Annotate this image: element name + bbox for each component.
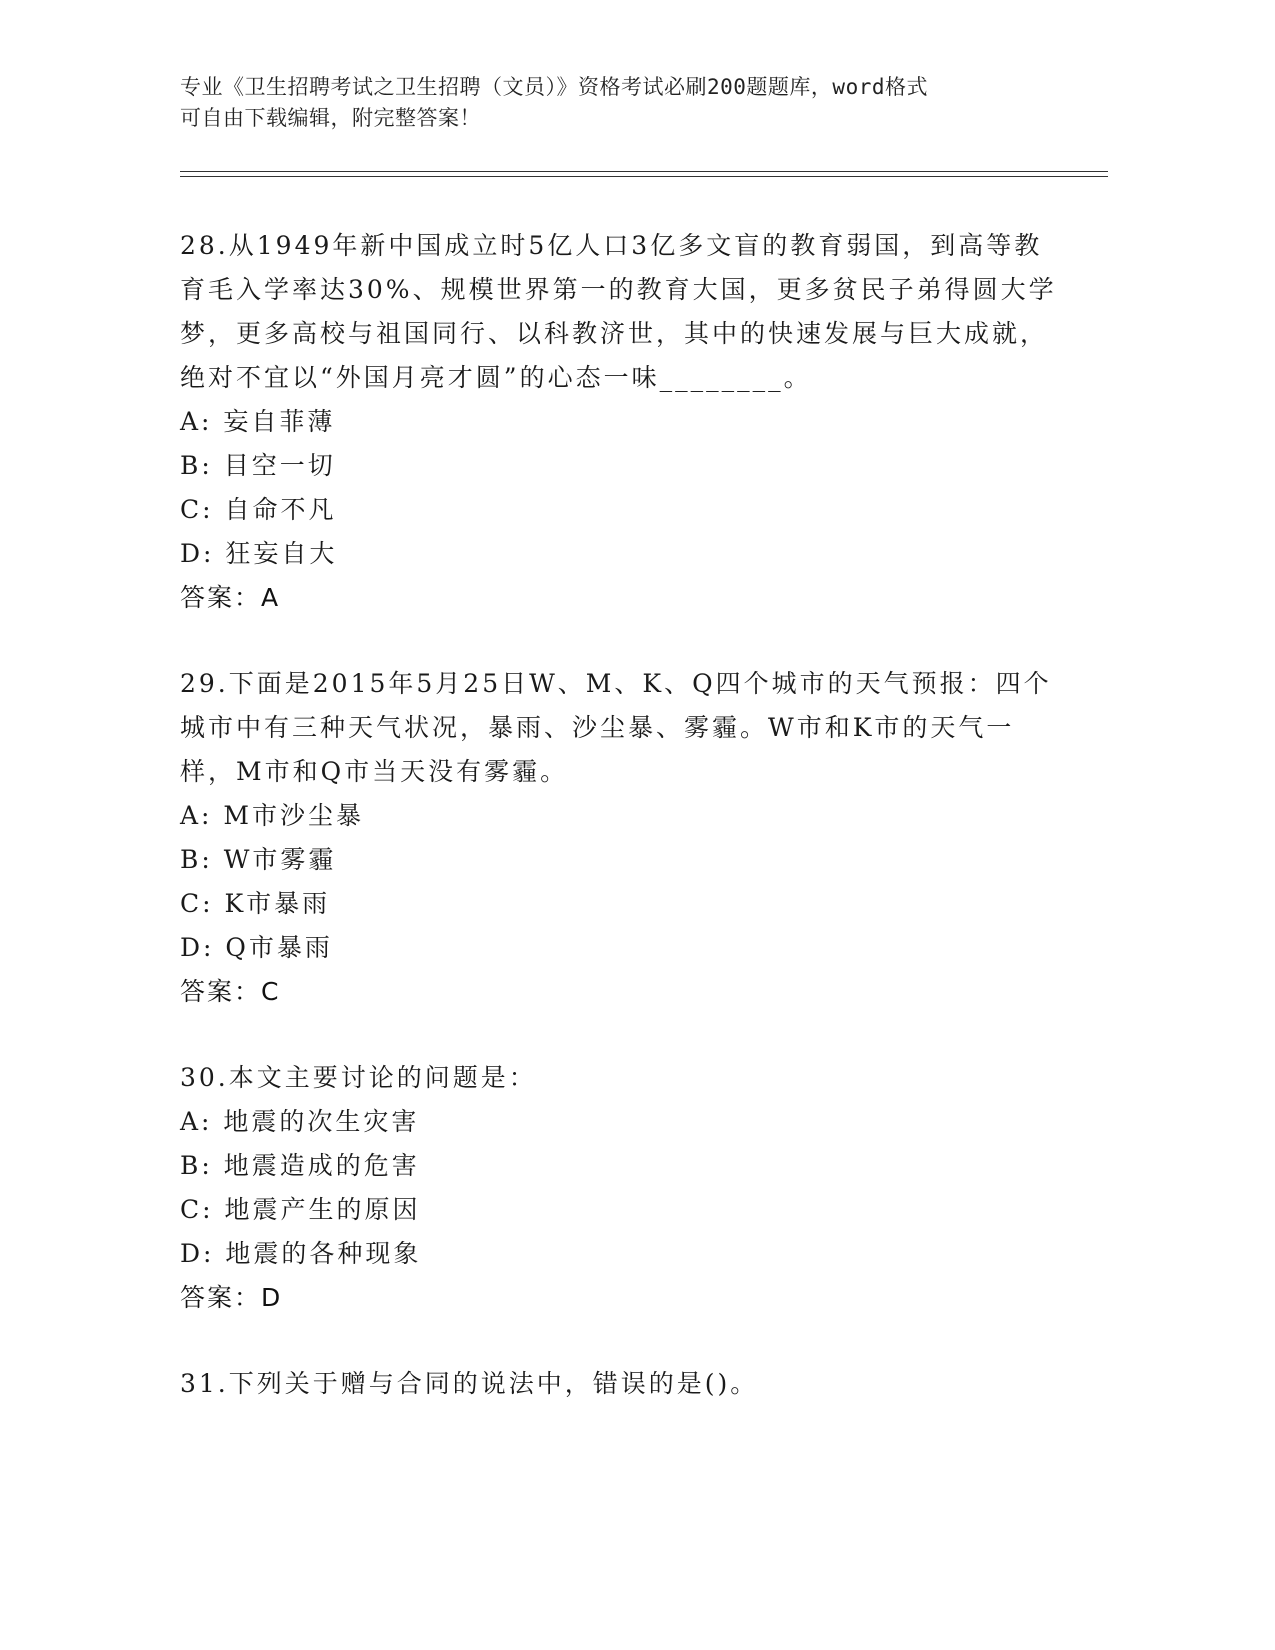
option-b: B: 地震造成的危害	[180, 1151, 420, 1180]
option-c: C: 地震产生的原因	[180, 1195, 421, 1224]
option-c: C: 自命不凡	[180, 495, 337, 524]
header-divider-top	[180, 171, 1108, 172]
option-d: D: Q市暴雨	[180, 933, 333, 962]
header-divider-bottom	[180, 176, 1108, 177]
option-list	[180, 794, 1060, 970]
option-a: A: 妄自菲薄	[180, 407, 336, 436]
option-a: A: M市沙尘暴	[180, 801, 365, 830]
option-d: D: 狂妄自大	[180, 539, 338, 568]
option-list	[180, 400, 1060, 576]
document-header	[180, 72, 1060, 134]
answer-line: 答案：A	[180, 583, 281, 612]
question-stem: 28.从1949年新中国成立时5亿人口3亿多文盲的教育弱国，到高等教育毛入学率达30%、规模世界第一的教育大国，更多贫民子弟得圆大学梦，更多高校与祖国同行、以科教济世，其中的快速发展与巨大成就，绝对不宜以“外国月亮才圆”的心态一味________。	[180, 231, 1057, 392]
question-stem: 29.下面是2015年5月25日W、M、K、Q四个城市的天气预报：四个城市中有三种天气状况，暴雨、沙尘暴、雾霾。W市和K市的天气一样，M市和Q市当天没有雾霾。	[180, 669, 1052, 786]
question-list	[180, 224, 1060, 1448]
option-b: B: W市雾霾	[180, 845, 337, 874]
option-d: D: 地震的各种现象	[180, 1239, 422, 1268]
option-a: A: 地震的次生灾害	[180, 1107, 420, 1136]
question-31	[180, 1362, 1060, 1406]
header-line-1: 专业《卫生招聘考试之卫生招聘（文员）》资格考试必刷200题题库，word格式	[180, 75, 928, 99]
question-28	[180, 224, 1060, 620]
question-stem: 31.下列关于赠与合同的说法中，错误的是()。	[180, 1369, 759, 1398]
question-30	[180, 1056, 1060, 1320]
header-line-2: 可自由下载编辑，附完整答案！	[180, 106, 481, 130]
question-stem: 30.本文主要讨论的问题是：	[180, 1063, 537, 1092]
option-c: C: K市暴雨	[180, 889, 331, 918]
option-b: B: 目空一切	[180, 451, 336, 480]
answer-line: 答案：C	[180, 977, 281, 1006]
question-29	[180, 662, 1060, 1014]
option-list	[180, 1100, 1060, 1276]
answer-line: 答案：D	[180, 1283, 283, 1312]
